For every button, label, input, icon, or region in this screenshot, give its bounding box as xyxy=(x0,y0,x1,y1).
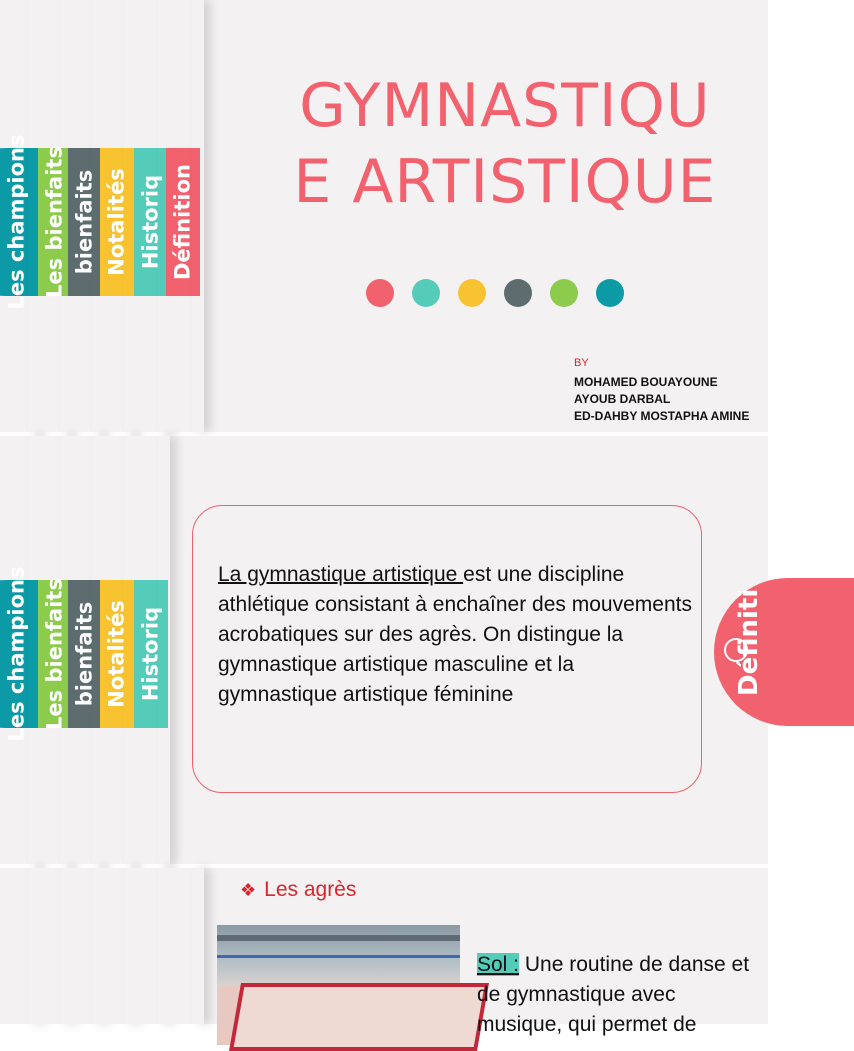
tab-label: bienfaits xyxy=(72,601,97,707)
section-tabs xyxy=(0,0,220,432)
tab-label: Les champions xyxy=(4,134,29,310)
section-tabs xyxy=(0,868,220,1024)
definition-term: La gymnastique artistique xyxy=(218,563,464,586)
dot-green xyxy=(550,279,578,307)
tab-label: bienfaits xyxy=(72,169,97,275)
by-label: BY xyxy=(574,357,589,369)
author: AYOUB DARBAL xyxy=(574,392,671,406)
apparatus-slide xyxy=(0,868,768,1036)
definition-badge-label: Définiti xyxy=(734,588,764,696)
gym-floor-photo xyxy=(217,925,460,1035)
apparatus-heading xyxy=(240,878,356,902)
diamond-bullet-icon: ❖ xyxy=(240,880,257,900)
section-tabs xyxy=(0,436,220,864)
tab-label: Les bienfaits xyxy=(42,146,67,298)
author: MOHAMED BOUAYOUNE xyxy=(574,375,718,389)
dot-mint xyxy=(412,279,440,307)
authors-list xyxy=(574,374,749,425)
floor-description xyxy=(477,950,762,1040)
definition-slide xyxy=(0,436,768,864)
floor-label: Sol : xyxy=(477,953,520,976)
color-dots xyxy=(366,279,624,307)
definition-badge[interactable] xyxy=(714,578,854,726)
dot-yellow xyxy=(458,279,486,307)
floor-text: Une routine de danse et de gymnastique avec musique, qui permet de xyxy=(477,953,750,1036)
tab-label: Historiq xyxy=(138,606,163,702)
dot-slate xyxy=(504,279,532,307)
apparatus-heading-text: Les agrès xyxy=(264,878,357,901)
definition-body: est une discipline athlétique consistant à enchaîner des mouvements acrobatiques sur des agrès. On distingue la gymnastique artistique masculine et la gymnastique artistique féminine xyxy=(218,563,692,706)
tab-label: Notalités xyxy=(104,168,129,276)
tab-label: Historiq xyxy=(138,174,163,270)
tab-label: Les champions xyxy=(4,566,29,742)
title-slide xyxy=(0,0,768,432)
definition-text xyxy=(218,560,698,710)
presentation-title: GYMNASTIQU E ARTISTIQUE xyxy=(293,71,717,217)
dot-teal xyxy=(596,279,624,307)
tab-label: Notalités xyxy=(104,600,129,708)
author: ED-DAHBY MOSTAPHA AMINE xyxy=(574,409,750,423)
tab-label: Les bienfaits xyxy=(42,578,67,730)
tab-label: Définition xyxy=(170,163,195,281)
dot-coral xyxy=(366,279,394,307)
